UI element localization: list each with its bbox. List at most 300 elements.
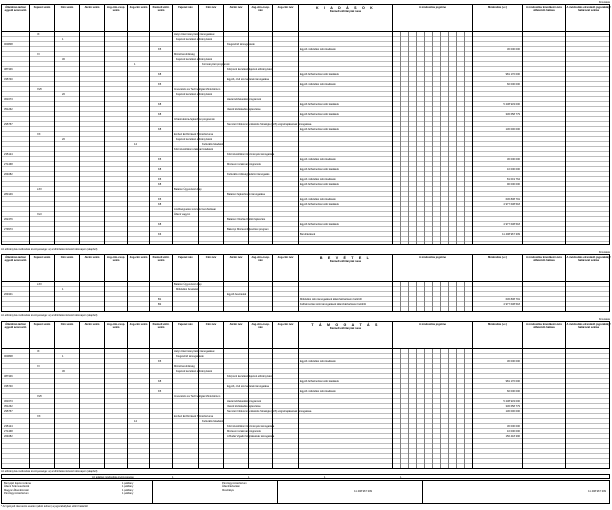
table-cell-text: Innovációs és Technológiai Minisztérium (174, 87, 221, 91)
column-header: Fejezet név (172, 322, 198, 348)
table-cell-amount: 5 238 933 000 (503, 102, 520, 106)
column-header: Jog-cím-csop. név (248, 322, 272, 348)
table-cell-text: Egyéb felhalmozási célú kiadások (300, 222, 339, 226)
table-cell-fej: XVII (37, 394, 42, 398)
grid-subdivider (456, 282, 457, 311)
table-cell-aht: 387346 (4, 67, 13, 71)
column-header: A módosítás következő évre áthúzódó hatása (522, 255, 565, 281)
table-cell-amount: 81 019 764 (507, 177, 520, 181)
kiadasok-header (1, 4, 610, 32)
table-cell-kie: K8 (158, 102, 162, 106)
table-cell-text: Egyéb, civil szervezetek támogatása (227, 384, 269, 388)
table-cell-amount: 30 000 000 (507, 359, 520, 363)
grid-divider (104, 32, 105, 244)
table-cell-text: Egyéb felhalmozási célú kiadások (300, 127, 339, 131)
grid-subdivider (440, 32, 441, 244)
grid-divider (248, 282, 249, 311)
table-cell-cim: 20 (62, 137, 65, 141)
grid-divider (522, 282, 523, 311)
column-header-jogcim: A módosítás jogcíme (392, 5, 472, 31)
grid-subdivider (432, 32, 433, 244)
grid-divider (104, 349, 105, 468)
table-cell-text: Balatoni fejlesztések támogatása (227, 192, 265, 196)
grid-subdivider (456, 32, 457, 244)
table-cell-aht: 361673 (4, 399, 13, 403)
column-header: Módosítás (+/-) (472, 322, 522, 348)
table-cell-text: Egyéb működési célú kiadások (300, 177, 336, 181)
summary-row (1, 474, 610, 479)
tamogatas-section (1, 321, 610, 469)
column-header: Módosítás (+/-) (472, 255, 522, 281)
grid-divider (392, 282, 393, 311)
table-cell-text: Vasúti közlekedés fejlesztése (227, 404, 261, 408)
table-cell-cim: 30 (62, 369, 65, 373)
tamogatas-grid (1, 349, 610, 469)
table-cell-text: Kiegészítő támogatások (227, 42, 255, 46)
grid-divider (29, 32, 30, 244)
table-cell-text: Hazai közlekedési programok (227, 97, 262, 101)
column-header: Jog-cím név (272, 255, 298, 281)
table-cell-text: Innovációs és Technológiai Minisztérium (174, 394, 221, 398)
table-cell-text: A Budai Vigadó felújításának támogatása (227, 434, 275, 438)
section-title: T Á M O G A T Á S (311, 323, 380, 327)
column-header: Államház-tartási egyedi azonosító (4, 256, 27, 262)
table-cell-kie: K5 (158, 157, 162, 161)
column-header: Államház-tartási egyedi azonosító (4, 6, 27, 12)
column-header: Jog-cím-csop. név (248, 5, 272, 31)
signature-count: 1 példány (122, 482, 134, 485)
grid-divider (79, 32, 80, 244)
grid-subdivider (424, 32, 425, 244)
grid-divider (149, 282, 150, 311)
table-cell-text: Balatoni Vitorlás Kikötő fejlesztés (227, 217, 266, 221)
grid-subdivider (400, 349, 401, 468)
column-header: Kiemelt előir. szám (149, 5, 172, 31)
table-cell-text: Közművelődési intézmények támogatása (227, 152, 275, 156)
table-cell-text: Egyéb működési célú kiadások (300, 389, 336, 393)
table-cell-amount: 4 977 638 518 (503, 302, 520, 306)
table-cell-aht: 335740 (4, 77, 13, 81)
column-header: Alcím szám (79, 322, 104, 348)
signature-role: Magyar Államkincstár (4, 488, 29, 492)
grid-divider (472, 349, 473, 468)
table-cell-kie: K5 (158, 389, 162, 393)
table-cell-kie: K5 (158, 197, 162, 201)
column-header: Cím szám (54, 5, 79, 31)
column-header: Jog-cím szám (127, 322, 149, 348)
table-cell-text: Felhalmozási célú támogatások államháztartáson belülről (300, 302, 366, 306)
column-header: Fejezet név (172, 255, 198, 281)
column-header (298, 255, 392, 281)
table-cell-text: Egyéb működési célú kiadások (300, 47, 336, 51)
grid-divider (522, 32, 523, 244)
table-cell-text: Nemzeti Infokommunikációs Stratégia (NIS) végrehajtásának támogatása (227, 122, 312, 126)
signature-role: Pénzügyminisztérium (4, 491, 29, 495)
column-header: Alcím név (223, 5, 248, 31)
grid-subdivider (424, 282, 425, 311)
table-cell-text: Kulturális örökségvédelmi támogatás (227, 172, 270, 176)
table-cell-fej: XX (37, 132, 41, 136)
column-header-jogcim: A módosítás jogcíme (392, 255, 472, 281)
table-cell-text: Egyéb felhalmozási célú kiadások (300, 102, 339, 106)
grid-divider (127, 32, 128, 244)
table-cell-aht: 271468 (4, 429, 13, 433)
grid-divider (127, 282, 128, 311)
table-cell-text: Kiegészítő támogatások (176, 354, 204, 358)
table-cell-text: Központi kezelésű fejezeti előirányzatok (227, 67, 273, 71)
table-cell-cim: 1 (62, 354, 64, 358)
table-cell-fej: IX (37, 349, 40, 353)
grid-divider (472, 282, 473, 311)
summary-label: Az adatlap módosítás érvényessége (92, 476, 134, 479)
column-header: Alcím név (223, 255, 248, 281)
grid-subdivider (448, 282, 449, 311)
kiadasok-footnote: Az előirányzat-módosítás érvényessége: a) a kihirdetést követő ülésnapon (alapból) (1, 248, 98, 251)
bevetel-header (1, 254, 610, 282)
table-cell-fej: LXV (37, 187, 42, 191)
grid-divider (29, 349, 30, 468)
signature-right (222, 482, 247, 492)
column-header: Kiemelt előir. szám (149, 255, 172, 281)
grid-subdivider (440, 282, 441, 311)
summary-count-2: 1 (248, 476, 250, 479)
column-header: Cím szám (54, 322, 79, 348)
table-cell-text: Hazai közlekedési programok (227, 399, 262, 403)
column-header: Kiemelt előir. szám (149, 322, 172, 348)
signature-count: 1 példány (122, 488, 134, 492)
column-header: Cím szám (54, 255, 79, 281)
table-cell-text: Vasúti közlekedés fejlesztése (227, 107, 261, 111)
grid-divider (223, 349, 224, 468)
grid-divider (248, 32, 249, 244)
grid-divider (392, 32, 393, 244)
table-cell-aht: 271468 (4, 162, 13, 166)
column-header: A módosítás következő évre áthúzódó hatása (522, 322, 565, 348)
table-cell-amount: 4 977 638 518 (503, 202, 520, 206)
table-cell-text: Helyi önkormányzatok támogatásai (174, 349, 215, 353)
grid-divider (172, 32, 173, 244)
table-cell-text: Egyéb működési célú kiadások (300, 197, 336, 201)
table-cell-text: Egyéb felhalmozási célú kiadások (300, 167, 339, 171)
table-cell-kie: K8 (158, 202, 162, 206)
table-cell-amount: 30 000 000 (507, 157, 520, 161)
grid-divider (272, 349, 273, 468)
section-title: K I A D Á S O K (316, 6, 375, 10)
grid-divider (29, 282, 30, 311)
grid-divider (54, 349, 55, 468)
table-cell-text: Egyéb felhalmozási célú kiadások (300, 112, 339, 116)
signature-role: Állami Számvevőszék (4, 485, 30, 489)
grid-subdivider (448, 32, 449, 244)
table-cell-fej: XVII (37, 87, 42, 91)
column-header: Módosítás (+/-) (472, 5, 522, 31)
column-header (298, 322, 392, 348)
grid-subdivider (448, 349, 449, 468)
column-header: A módosítás elrendelő jogszabály/ határozat száma (565, 322, 611, 348)
table-cell-kie: B1 (158, 297, 162, 301)
table-cell-kie: K8 (158, 127, 162, 131)
grid-subdivider (424, 349, 425, 468)
grid-divider (79, 349, 80, 468)
table-cell-text: Működési bevételek (176, 287, 199, 291)
grid-subdivider (408, 32, 409, 244)
grid-divider (472, 32, 473, 244)
table-cell-text: Közművelődési szakmai feladatok (174, 147, 214, 151)
table-cell-amount: 156 418 396 (505, 434, 520, 438)
table-cell-amount: 130 000 000 (505, 127, 520, 131)
table-cell-amount: 981 170 000 (505, 72, 520, 76)
table-cell-text: Balaton Ügyvezető Alap (174, 187, 202, 191)
column-header (298, 5, 392, 31)
grid-divider (198, 282, 199, 311)
table-cell-text: Kulturális feladatok (202, 142, 224, 146)
summary-total-next: 11 408 967 309 (588, 490, 606, 493)
signature-role: Benyújtó fejezet száma (4, 482, 31, 485)
grid-subdivider (464, 282, 465, 311)
table-cell-text: Egyéb felhalmozási célú kiadások (300, 72, 339, 76)
grid-subdivider (400, 32, 401, 244)
summary-count-3: 1 (324, 476, 326, 479)
table-cell-aht: 335740 (4, 384, 13, 388)
grid-divider (54, 282, 55, 311)
signature-right-line: Államháztartási (222, 485, 240, 489)
table-cell-aht: 000808 (4, 42, 13, 46)
table-cell-amount: 5 238 933 000 (503, 399, 520, 403)
bevetel-section (1, 254, 610, 312)
table-cell-text: Fejezeti kezelésű előirányzatok (176, 57, 213, 61)
grid-divider (198, 349, 199, 468)
column-header: Jog-cím szám (127, 255, 149, 281)
table-cell-aht: 279973 (4, 227, 13, 231)
table-cell-kie: K8 (158, 182, 162, 186)
column-header: Jog-cím-csop. név (248, 255, 272, 281)
table-cell-text: Miniszterelnökség (174, 52, 195, 56)
signature-right-line: főosztálya (222, 488, 234, 492)
table-cell-kie: K5 (158, 177, 162, 181)
grid-subdivider (432, 282, 433, 311)
grid-divider (298, 32, 299, 244)
column-header-label: Kiemelt előirányzat neve (329, 327, 362, 330)
grid-divider (392, 349, 393, 468)
grid-divider (565, 349, 566, 468)
table-cell-kie: K5 (158, 47, 162, 51)
grid-subdivider (464, 32, 465, 244)
signature-roles (4, 482, 31, 495)
table-cell-fej: XI (37, 364, 40, 368)
table-cell-jog: 14 (134, 142, 137, 146)
table-cell-amount: 10 000 000 (507, 167, 520, 171)
column-header: Jog-cím-csop. szám (104, 5, 127, 31)
signature-count: 1 példány (122, 491, 134, 495)
table-cell-aht: 000808 (4, 354, 13, 358)
grid-divider (272, 32, 273, 244)
table-cell-text: Egyéb felhalmozási célú kiadások (300, 182, 339, 186)
column-header-label: Kiemelt előirányzat neve (329, 260, 362, 263)
grid-divider (54, 32, 55, 244)
table-cell-fej: XLII (37, 212, 42, 216)
table-cell-aht: 235124 (4, 424, 13, 428)
table-cell-text: Fejezeti kezelésű előirányzatok (176, 369, 213, 373)
table-cell-text: Balaton Ügyvezető Alap (174, 282, 202, 286)
table-cell-jog: 1 (134, 62, 136, 66)
grid-divider (149, 32, 150, 244)
column-header: Cím név (198, 255, 223, 281)
tamogatas-footnote: Az előirányzat-módosítás érvényessége: a) a kihirdetést követő ülésnapon (alapból) (1, 470, 98, 473)
table-cell-kie: K5 (158, 82, 162, 86)
grid-subdivider (440, 349, 441, 468)
grid-subdivider (432, 349, 433, 468)
table-cell-amount: 30 000 000 (507, 47, 520, 51)
summary-total: 11 408 967 309 (354, 490, 372, 493)
column-header-label: Kiemelt előirányzat neve (329, 10, 362, 13)
column-header: Alcím szám (79, 255, 104, 281)
table-cell-cim: 1 (62, 37, 64, 41)
column-header: Fejezet szám (29, 5, 54, 31)
bottom-note: * Az igényelt ütemezés esetén (adott évben) a jogszabályban előírt határidő (1, 505, 88, 508)
table-cell-amount: 981 170 000 (505, 379, 520, 383)
table-cell-cim: 1 (62, 287, 64, 291)
table-cell-text: Egyéb, civil szervezetek támogatása (227, 77, 269, 81)
grid-subdivider (400, 282, 401, 311)
table-cell-text: Infrastruktúra-fejlesztési programok (174, 117, 215, 121)
table-cell-aht: 262476 (4, 217, 13, 221)
table-cell-text: Egyéb bevételek (227, 292, 247, 296)
table-cell-text: Beruházások (300, 232, 316, 236)
table-cell-kie: K8 (158, 112, 162, 116)
grid-divider (248, 349, 249, 468)
table-cell-cim: 20 (62, 92, 65, 96)
summary-count-4: 1 (400, 476, 402, 479)
table-cell-aht: 295757 (4, 409, 13, 413)
table-cell-kie: K5 (158, 359, 162, 363)
table-cell-amount: 4 977 638 518 (503, 222, 520, 226)
bevetel-grid (1, 282, 610, 312)
table-cell-text: Fejezeti kezelésű előirányzatok (176, 37, 213, 41)
column-header: Alcím szám (79, 5, 104, 31)
grid-divider (223, 282, 224, 311)
corner-label-3: Kimutatás (598, 318, 610, 321)
table-cell-amount: 636 838 791 (505, 297, 520, 301)
table-cell-text: Központi kezelésű fejezeti előirányzatok (227, 374, 273, 378)
table-cell-kie: K8 (158, 167, 162, 171)
table-cell-aht: 283149 (4, 192, 13, 196)
kiadasok-section (1, 4, 610, 246)
signature-counts (122, 482, 133, 495)
table-cell-amount: 30 000 000 (507, 424, 520, 428)
signature-right-line: Pénzügyminisztérium (222, 482, 247, 485)
column-header: A módosítás következő évre áthúzódó hatása (522, 5, 565, 31)
table-cell-text: Állami vagyon (174, 212, 191, 216)
table-cell-amount: 10 000 000 (507, 429, 520, 433)
table-cell-aht: 387346 (4, 374, 13, 378)
table-cell-text: Fejezeti kezelésű előirányzatok (176, 92, 213, 96)
grid-divider (104, 282, 105, 311)
grid-subdivider (408, 349, 409, 468)
table-cell-text: Emberi Erőforrások Minisztériuma (174, 132, 214, 136)
table-cell-kie: K8 (158, 72, 162, 76)
column-header-jogcim: A módosítás jogcíme (392, 322, 472, 348)
table-cell-kie: K8 (158, 222, 162, 226)
column-header: Fejezet szám (29, 322, 54, 348)
grid-divider (172, 349, 173, 468)
table-cell-text: Egyéb működési célú kiadások (300, 82, 336, 86)
signature-count: 1 példány (122, 485, 134, 489)
grid-subdivider (456, 349, 457, 468)
grid-subdivider (416, 32, 417, 244)
table-cell-text: Egyéb működési célú kiadások (300, 359, 336, 363)
table-cell-aht: 264082 (4, 434, 13, 438)
grid-divider (272, 282, 273, 311)
table-cell-amount: 60 000 000 (507, 389, 520, 393)
column-header: Jog-cím szám (127, 5, 149, 31)
bevetel-footnote: Az előirányzat-módosítás érvényessége: a) a kihirdetést követő ülésnapon (alapból) (1, 314, 98, 317)
table-cell-text: Működési célú támogatások államháztartáson belülről (300, 297, 362, 301)
table-cell-kie: K8 (158, 379, 162, 383)
table-cell-text: Emberi Erőforrások Minisztériuma (174, 414, 214, 418)
summary-count-1: 1 (172, 476, 174, 479)
column-header: Jog-cím-csop. szám (104, 255, 127, 281)
grid-subdivider (416, 282, 417, 311)
column-header: Cím név (198, 322, 223, 348)
column-header: Fejezet név (172, 5, 198, 31)
corner-label: Kimutatás (598, 1, 610, 4)
table-cell-jog: 14 (134, 419, 137, 423)
table-cell-aht: 264901 (4, 292, 13, 296)
grid-subdivider (416, 349, 417, 468)
table-cell-fej: LXV (37, 282, 42, 286)
grid-divider (298, 282, 299, 311)
grid-divider (172, 282, 173, 311)
grid-divider (565, 32, 566, 244)
column-header: Államház-tartási egyedi azonosító (4, 323, 27, 329)
table-cell-fej: IX (37, 32, 40, 36)
table-cell-kie: B2 (158, 302, 162, 306)
table-cell-text: Közművelődési intézmények támogatása (227, 424, 275, 428)
grid-divider (522, 349, 523, 468)
table-cell-text: A költségvetési szervek beruházásai (174, 207, 216, 211)
grid-divider (79, 282, 80, 311)
column-header: Cím név (198, 5, 223, 31)
column-header: A módosítás elrendelő jogszabály/ határozat száma (565, 5, 611, 31)
table-cell-aht: 295757 (4, 122, 13, 126)
table-cell-text: Múzeumi szakmai programok (227, 162, 261, 166)
table-cell-text: Múzeumi szakmai programok (227, 429, 261, 433)
table-cell-amount: 130 000 000 (505, 409, 520, 413)
grid-divider (127, 349, 128, 468)
corner-label-2: Kimutatás (598, 251, 610, 254)
table-cell-text: Egyéb felhalmozási célú kiadások (300, 202, 339, 206)
tamogatas-header (1, 321, 610, 349)
table-cell-aht: 351262 (4, 107, 13, 111)
column-header: Jog-cím név (272, 322, 298, 348)
table-cell-fej: XX (37, 414, 41, 418)
table-cell-kie: K6 (158, 232, 162, 236)
grid-subdivider (464, 349, 465, 468)
table-cell-text: Kormányzati programok (202, 62, 230, 66)
table-cell-aht: 235124 (4, 152, 13, 156)
table-cell-text: Egyéb felhalmozási célú kiadások (300, 379, 339, 383)
table-cell-text: Bakonyi Múzeumfejlesztési program (227, 227, 269, 231)
table-cell-text: Nemzeti Infokommunikációs Stratégia (NIS) végrehajtásának támogatása (227, 409, 312, 413)
table-cell-cim: 30 (62, 57, 65, 61)
table-cell-aht: 264082 (4, 172, 13, 176)
column-header: Fejezet szám (29, 255, 54, 281)
table-cell-text: Egyéb működési célú kiadások (300, 157, 336, 161)
signature-block (1, 480, 610, 504)
column-header: A módosítás elrendelő jogszabály/ határozat száma (565, 255, 611, 281)
grid-divider (149, 349, 150, 468)
table-cell-amount: 336 658 779 (505, 112, 520, 116)
